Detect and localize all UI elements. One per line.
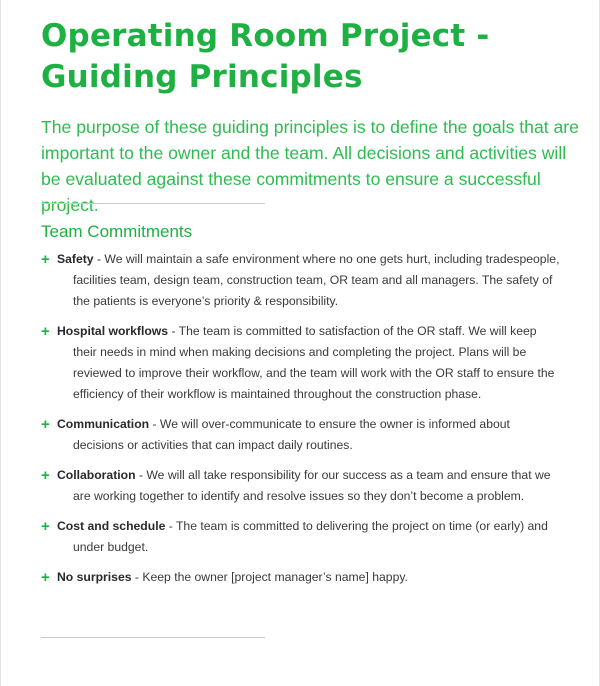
plus-icon: +	[41, 323, 50, 340]
page-title	[41, 16, 571, 98]
list-item-text	[57, 414, 561, 456]
list-item-collaboration	[41, 465, 561, 507]
list-item-body: - Keep the owner [project manager’s name] happy.	[131, 570, 408, 584]
list-item-heading: No surprises	[57, 570, 132, 584]
plus-icon: +	[41, 251, 50, 268]
list-item-text	[57, 516, 561, 558]
list-item-body: - The team is committed to delivering the project on time (or early) and under budget.	[73, 519, 548, 554]
list-spacer	[41, 558, 561, 567]
list-item-no-surprises	[41, 567, 561, 588]
list-item-body: - We will over-communicate to ensure the owner is informed about decisions or activities that can impact daily routines.	[73, 417, 510, 452]
list-item-body: - We will all take responsibility for our success as a team and ensure that we are working together to identify and resolve issues so they don’t become a problem.	[73, 468, 551, 503]
plus-icon: +	[41, 518, 50, 535]
list-item-body: - We will maintain a safe environment where no one gets hurt, including tradespeople, facilities team, design team, construction team, OR team and all managers. The safety of the patients is everyone’s priority & responsibility.	[73, 252, 560, 308]
list-item-text	[57, 321, 561, 405]
page-title-line-2: Guiding Principles	[41, 59, 363, 95]
intro-paragraph: The purpose of these guiding principles is to define the goals that are important to the owner and the team. All decisions and activities will be evaluated against these commitments to ensure a successful project.	[41, 117, 579, 215]
list-item-text	[57, 465, 561, 507]
list-spacer	[41, 456, 561, 465]
list-item-heading: Communication	[57, 417, 150, 431]
list-spacer	[41, 507, 561, 516]
list-item-safety	[41, 249, 561, 312]
list-item-heading: Collaboration	[57, 468, 136, 482]
page-title-line-1: Operating Room Project -	[41, 18, 490, 54]
list-item-hospital-workflows	[41, 321, 561, 405]
plus-icon: +	[41, 467, 50, 484]
top-divider	[41, 203, 265, 204]
commitments-list	[41, 249, 561, 588]
plus-icon: +	[41, 569, 50, 586]
plus-icon: +	[41, 416, 50, 433]
list-item-body: - The team is committed to satisfaction of the OR staff. We will keep their needs in mind when making decisions and completing the project. Plans will be reviewed to improve their workflow, and the team will work with the OR staff to ensure the efficiency of their workflow is maintained throughout the construction phase.	[73, 324, 555, 401]
list-spacer	[41, 405, 561, 414]
bottom-divider	[41, 637, 265, 638]
list-item-text	[57, 567, 561, 588]
list-item-communication	[41, 414, 561, 456]
list-item-cost-and-schedule	[41, 516, 561, 558]
section-title: Team Commitments	[41, 222, 193, 241]
list-item-heading: Hospital workflows	[57, 324, 169, 338]
list-item-heading: Safety	[57, 252, 94, 266]
list-item-text	[57, 249, 561, 312]
list-item-heading: Cost and schedule	[57, 519, 166, 533]
list-spacer	[41, 312, 561, 321]
